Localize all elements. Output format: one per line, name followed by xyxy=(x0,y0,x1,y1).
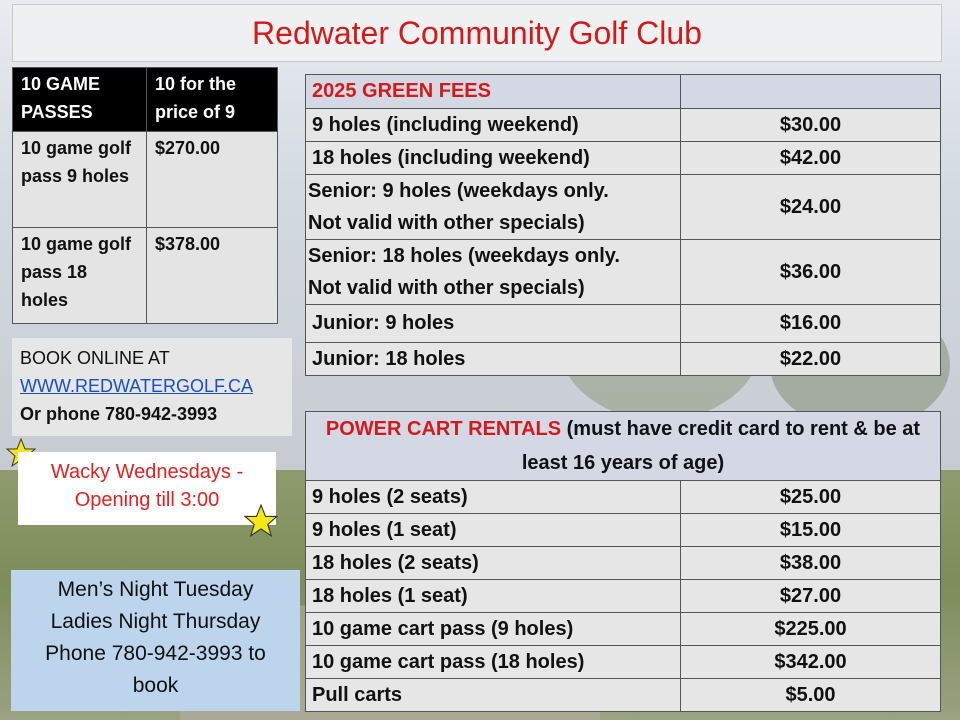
cart-price: $225.00 xyxy=(681,613,941,646)
cart-label: 10 game cart pass (18 holes) xyxy=(306,646,681,679)
table-header-row xyxy=(306,75,941,109)
pass-label: 10 game golf pass 9 holes xyxy=(13,132,147,228)
fee-label: Junior: 18 holes xyxy=(306,343,681,376)
passes-header-offer: 10 for the price of 9 xyxy=(147,68,278,132)
nights-line-1: Men’s Night Tuesday xyxy=(57,578,254,601)
cart-rentals-title: POWER CART RENTALS xyxy=(325,418,562,440)
fee-label xyxy=(306,240,681,305)
table-row xyxy=(306,305,941,343)
green-fees-header-blank xyxy=(681,75,941,109)
pass-label: 10 game golf pass 18 holes xyxy=(13,228,147,324)
wacky-line-2: Opening till 3:00 xyxy=(74,489,220,511)
cart-price: $25.00 xyxy=(681,481,941,514)
fee-price: $30.00 xyxy=(681,109,941,142)
booking-phone: Or phone 780-942-3993 xyxy=(20,404,218,424)
fee-label-line-2: Not valid with other specials) xyxy=(308,212,585,234)
league-nights-info xyxy=(11,570,300,711)
cart-label: 10 game cart pass (9 holes) xyxy=(306,613,681,646)
title-bar xyxy=(12,4,942,62)
wacky-wednesdays-promo xyxy=(18,452,276,525)
nights-line-4: book xyxy=(132,674,179,697)
pass-price: $270.00 xyxy=(147,132,278,228)
table-row xyxy=(306,240,941,305)
table-header-row xyxy=(306,412,941,481)
nights-line-2: Ladies Night Thursday xyxy=(50,610,261,633)
fee-price: $24.00 xyxy=(681,175,941,240)
green-fees-title: 2025 GREEN FEES xyxy=(306,75,681,109)
cart-price: $27.00 xyxy=(681,580,941,613)
cart-price: $342.00 xyxy=(681,646,941,679)
table-row xyxy=(306,142,941,175)
fee-price: $16.00 xyxy=(681,305,941,343)
booking-heading: BOOK ONLINE AT xyxy=(20,348,170,368)
cart-label: 18 holes (1 seat) xyxy=(306,580,681,613)
cart-label: 18 holes (2 seats) xyxy=(306,547,681,580)
star-icon xyxy=(244,504,278,538)
table-header-row xyxy=(13,68,278,132)
wacky-line-1: Wacky Wednesdays - xyxy=(50,461,244,483)
table-row xyxy=(306,175,941,240)
fee-label-line-1: Senior: 9 holes (weekdays only. xyxy=(308,180,609,202)
cart-label: 9 holes (1 seat) xyxy=(306,514,681,547)
table-row xyxy=(306,481,941,514)
fee-label: 18 holes (including weekend) xyxy=(306,142,681,175)
passes-header-title: 10 GAME PASSES xyxy=(13,68,147,132)
cart-label: 9 holes (2 seats) xyxy=(306,481,681,514)
game-passes-table xyxy=(12,67,278,324)
pass-price: $378.00 xyxy=(147,228,278,324)
cart-price: $5.00 xyxy=(681,679,941,712)
table-row xyxy=(306,613,941,646)
table-row xyxy=(306,646,941,679)
booking-website-link[interactable]: WWW.REDWATERGOLF.CA xyxy=(20,376,253,396)
fee-price: $42.00 xyxy=(681,142,941,175)
fee-label-line-1: Senior: 18 holes (weekdays only. xyxy=(308,245,620,267)
cart-price: $38.00 xyxy=(681,547,941,580)
table-row xyxy=(13,228,278,324)
booking-info xyxy=(12,338,292,436)
table-row xyxy=(306,343,941,376)
table-row xyxy=(306,580,941,613)
nights-line-3: Phone 780-942-3993 to xyxy=(45,642,266,665)
cart-label: Pull carts xyxy=(306,679,681,712)
fee-label: Junior: 9 holes xyxy=(306,305,681,343)
fee-label-line-2: Not valid with other specials) xyxy=(308,277,585,299)
page-title: Redwater Community Golf Club xyxy=(252,14,702,51)
fee-price: $22.00 xyxy=(681,343,941,376)
table-row xyxy=(306,514,941,547)
table-row xyxy=(306,547,941,580)
table-row xyxy=(306,109,941,142)
cart-rentals-header xyxy=(306,412,941,481)
power-cart-table xyxy=(305,411,941,712)
cart-rentals-conditions: (must have credit card to rent & be at least 16 years of age) xyxy=(521,418,921,474)
green-fees-table xyxy=(305,74,941,376)
fee-label: 9 holes (including weekend) xyxy=(306,109,681,142)
fee-label xyxy=(306,175,681,240)
table-row xyxy=(306,679,941,712)
table-row xyxy=(13,132,278,228)
fee-price: $36.00 xyxy=(681,240,941,305)
cart-price: $15.00 xyxy=(681,514,941,547)
